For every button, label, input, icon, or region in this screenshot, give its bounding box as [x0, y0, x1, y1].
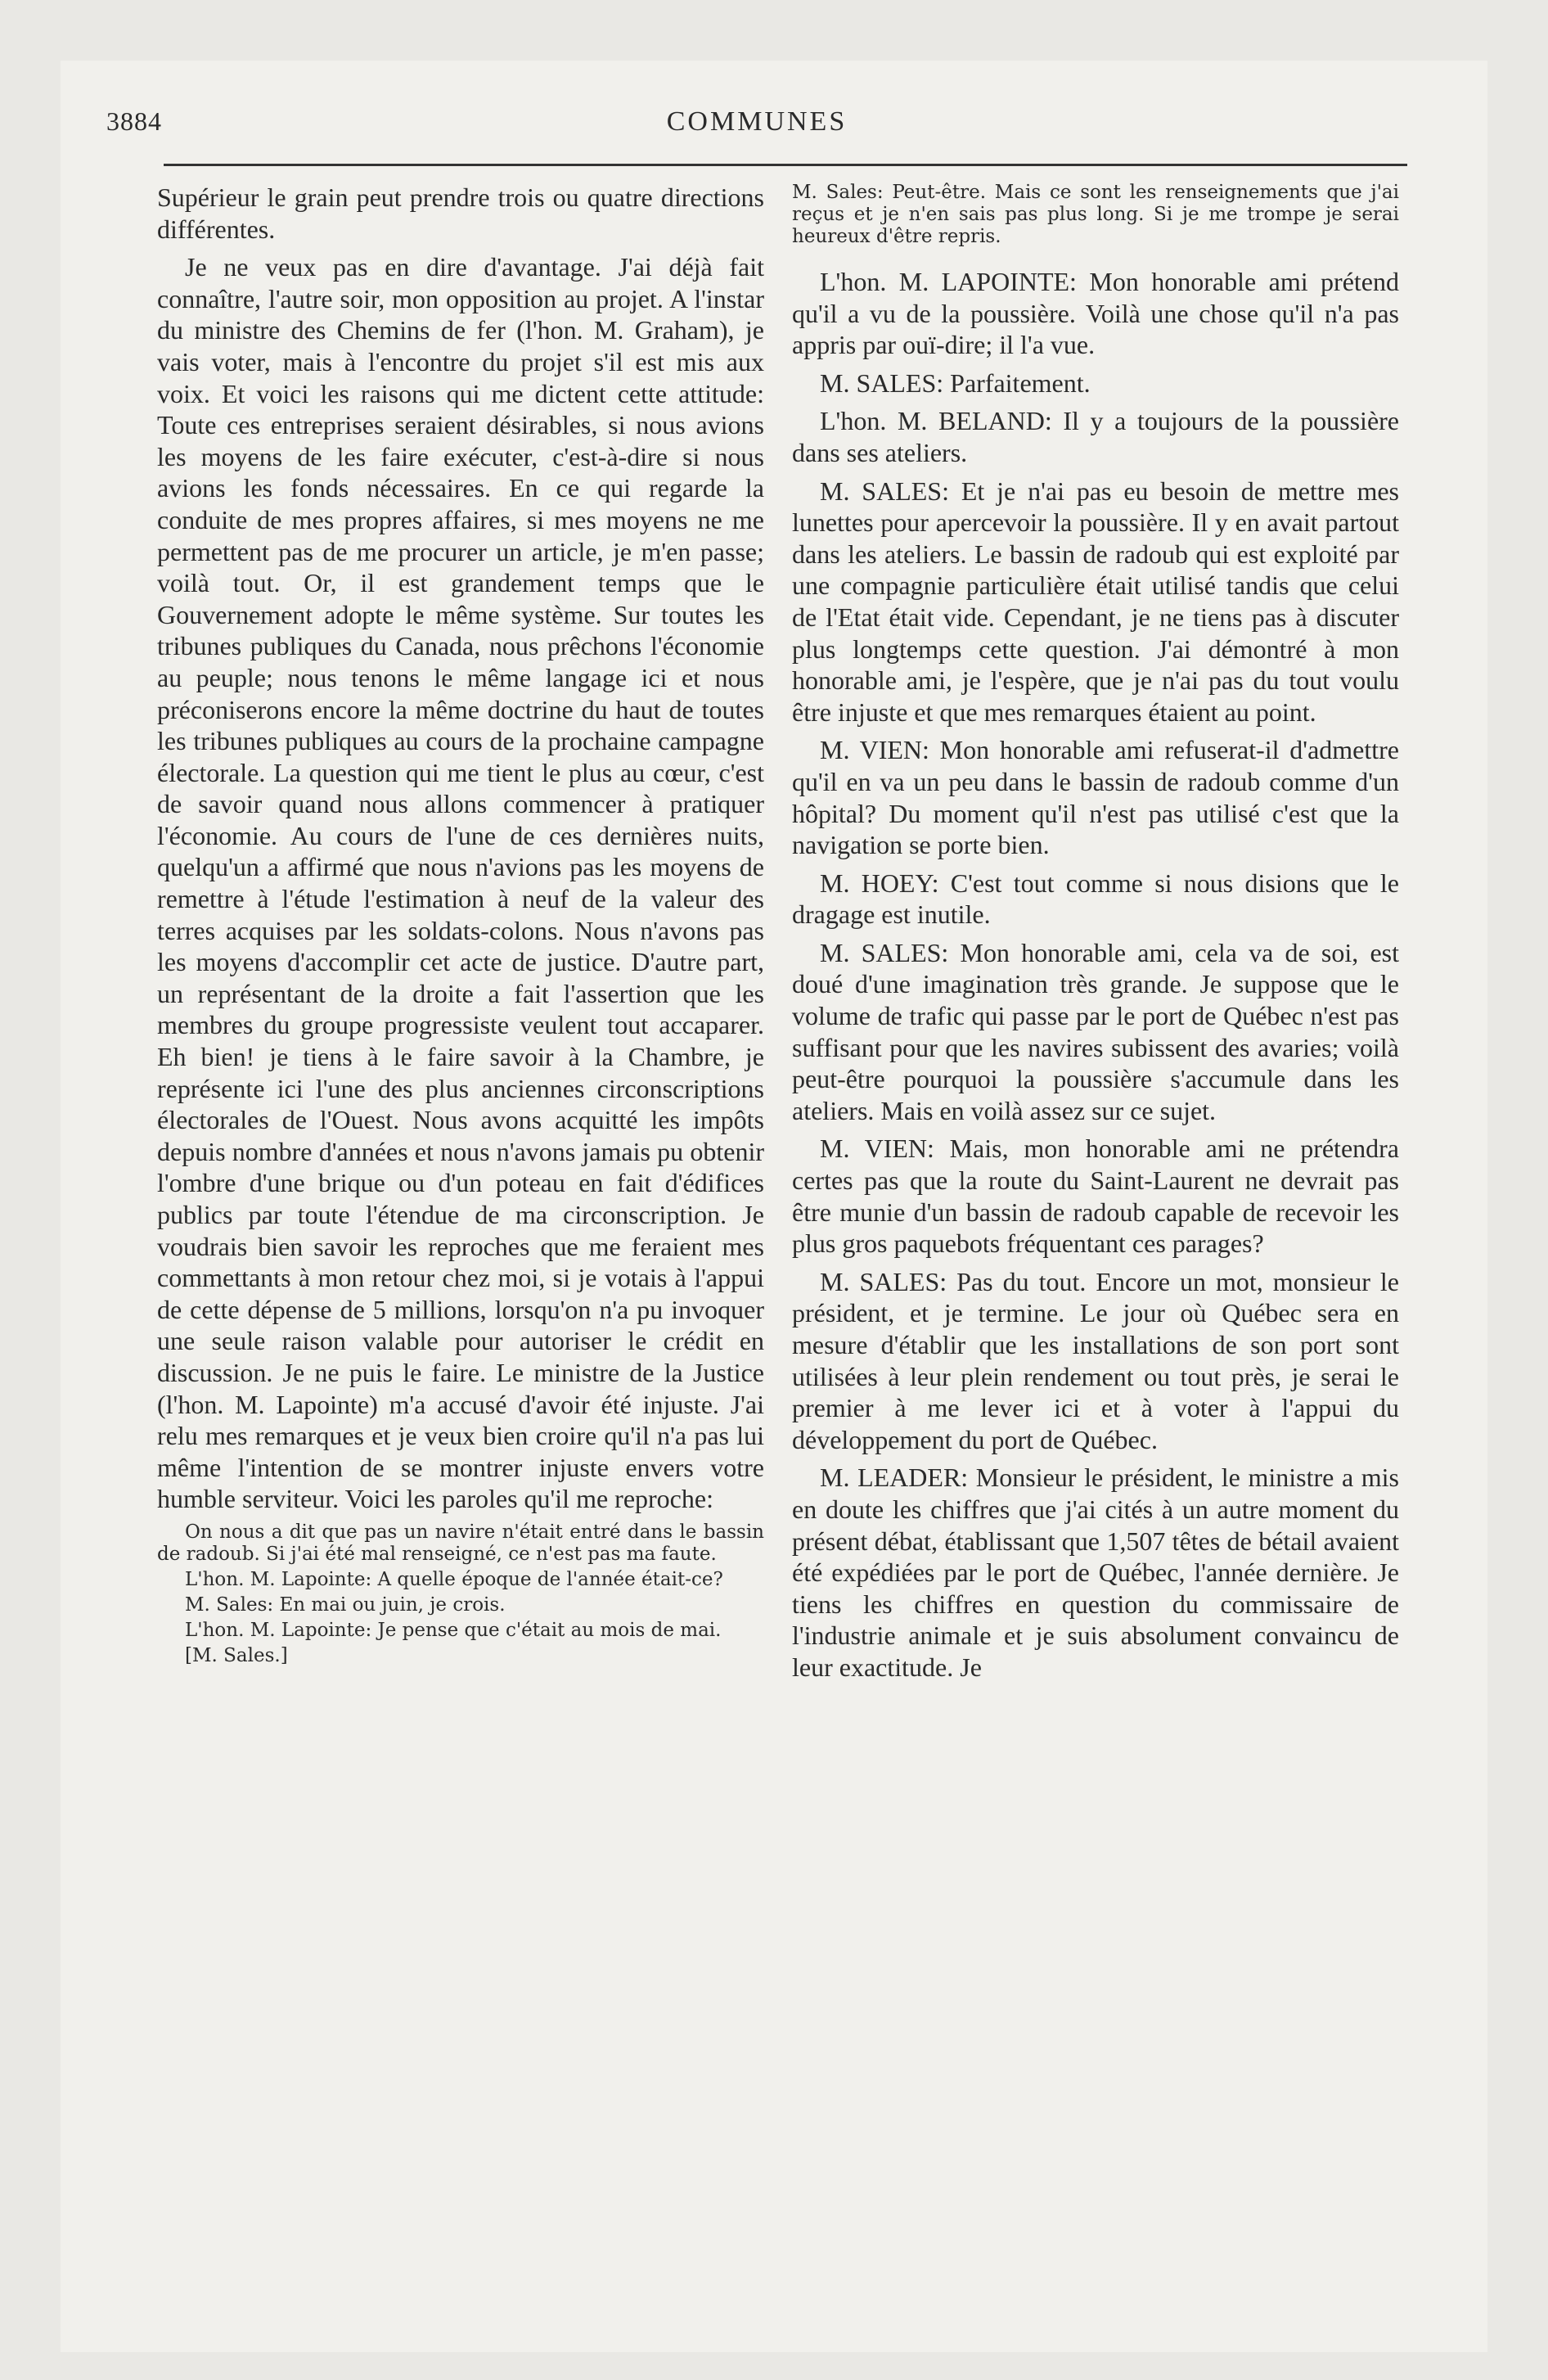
- header-rule: [164, 164, 1407, 166]
- quoted-note: [792, 182, 1399, 248]
- paragraph: Je ne veux pas en dire d'avantage. J'ai déjà fait connaître, l'autre soir, mon opposition au projet. A l'instar du ministre des Chemins de fer (l'hon. M. Graham), je vais voter, mais à l'encontre du projet s'il est mis aux voix. Et voici les raisons qui me dictent cette attitude: Toute ces entreprises seraient désirables, si nous avions les moyens de les faire exécuter, c'est-à-dire si nous avions les fonds nécessaires. En ce qui regarde la conduite de mes propres affaires, si mes moyens ne me permettent pas de me procurer un article, je m'en passe; voilà tout. Or, il est grandement temps que le Gouvernement adopte le même système. Sur toutes les tribunes publiques du Canada, nous prêchons l'économie au peuple; nous tenons le même langage ici et nous préconiserons encore la même doctrine du haut de toutes les tribunes publiques au cours de la prochaine campagne électorale. La question qui me tient le plus au cœur, c'est de savoir quand nous allons commencer à pratiquer l'économie. Au cours de l'une de ces dernières nuits, quelqu'un a affirmé que nous n'avions pas les moyens de remettre à l'étude l'estimation à neuf de la valeur des terres acquises par les soldats-colons. Nous n'avons pas les moyens d'accomplir cet acte de justice. D'autre part, un représentant de la droite a fait l'assertion que les membres du groupe progressiste veulent tout accaparer. Eh bien! je tiens à le faire savoir à la Chambre, je représente ici l'une des plus anciennes circonscriptions électorales de l'Ouest. Nous avons acquitté les impôts depuis nombre d'années et nous n'avons jamais pu obtenir l'ombre d'une brique ou d'un poteau en fait d'édifices publics par toute l'étendue de ma circonscription. Je voudrais bien savoir les reproches que me feraient mes commettants à mon retour chez moi, si je votais à l'appui de cette dépense de 5 millions, lorsqu'on n'a pu invoquer une seule raison valable pour autoriser le crédit en discussion. Je ne puis le faire. Le ministre de la Justice (l'hon. M. Lapointe) m'a accusé d'avoir été injuste. J'ai relu mes remarques et je veux bien croire qu'il n'a pas lui même l'intention de se montrer injuste envers votre humble serviteur. Voici les paroles qu'il me reproche:: [157, 252, 764, 1514]
- right-column: [792, 182, 1399, 1690]
- paragraph: M. SALES: Mon honorable ami, cela va de soi, est doué d'une imagination très grande. Je suppose que le volume de trafic qui passe par le port de Québec n'est pas suffisant pour que les navires subissent des avaries; voilà peut-être pourquoi la poussière s'accumule dans les ateliers. Mais en voilà assez sur ce sujet.: [792, 937, 1399, 1125]
- paragraph: M. SALES: Et je n'ai pas eu besoin de mettre mes lunettes pour apercevoir la poussière. Il y en avait partout dans les ateliers. Le bassin de radoub qui est exploité par une compagnie particulière était utilisé tandis que celui de l'Etat était vide. Cependant, je ne tiens pas à discuter plus longtemps cette question. J'ai démontré à mon honorable ami, je l'espère, que je n'ai pas du tout voulu être injuste et que mes remarques étaient au point.: [792, 476, 1399, 727]
- paragraph: L'hon. M. LAPOINTE: Mon honorable ami prétend qu'il a vu de la poussière. Voilà une chose qu'il n'a pas appris par ouï-dire; il l'a vue.: [792, 267, 1399, 360]
- quote-line: L'hon. M. Lapointe: A quelle époque de l'année était-ce?: [185, 1568, 723, 1590]
- paragraph: M. HOEY: C'est tout comme si nous disions que le dragage est inutile.: [792, 868, 1399, 930]
- running-head: COMMUNES: [666, 106, 848, 137]
- paragraph: M. LEADER: Monsieur le président, le ministre a mis en doute les chiffres que j'ai cités à un autre moment du présent débat, établissant que 1,507 têtes de bétail avaient été expédiées par le port de Québec, l'année dernière. Je tiens les chiffres en question du commissaire de l'industrie animale et je suis absolument convaincu de leur exactitude. Je: [792, 1463, 1399, 1682]
- note-line: M. Sales: Peut-être. Mais ce sont les renseignements que j'ai reçus et je n'en sais pas plus long. Si je me trompe je serai heureux d'être repris.: [792, 182, 1399, 247]
- page-number: 3884: [106, 106, 162, 136]
- page-header: [106, 106, 1407, 152]
- quoted-excerpt: [157, 1521, 764, 1667]
- speaker-footnote: [M. Sales.]: [185, 1644, 288, 1666]
- paragraph: M. SALES: Parfaitement.: [820, 367, 1091, 398]
- left-column: [157, 182, 764, 1670]
- paragraph: M. VIEN: Mais, mon honorable ami ne prétendra certes pas que la route du Saint-Laurent ne devrait pas être munie d'un bassin de radoub capable de recevoir les plus gros paquebots fréquentant ces parages?: [792, 1134, 1399, 1259]
- quote-line: M. Sales: En mai ou juin, je crois.: [185, 1593, 506, 1616]
- paragraph: M. VIEN: Mon honorable ami refuserat-il d'admettre qu'il en va un peu dans le bassin de radoub comme d'un hôpital? Du moment qu'il n'est pas utilisé c'est que la navigation se porte bien.: [792, 735, 1399, 860]
- quote-line: On nous a dit que pas un navire n'était entré dans le bassin de radoub. Si j'ai été mal renseigné, ce n'est pas ma faute.: [157, 1521, 764, 1565]
- paragraph: Supérieur le grain peut prendre trois ou quatre directions différentes.: [157, 183, 764, 244]
- quote-line: L'hon. M. Lapointe: Je pense que c'était au mois de mai.: [185, 1619, 722, 1641]
- paragraph: L'hon. M. BELAND: Il y a toujours de la poussière dans ses ateliers.: [792, 406, 1399, 467]
- paragraph: M. SALES: Pas du tout. Encore un mot, monsieur le président, et je termine. Le jour où Québec sera en mesure d'établir que les installations de son port sont utilisées à leur plein rendement ou tout près, je serai le premier à me lever ici et à voter à l'appui du développement du port de Québec.: [792, 1266, 1399, 1454]
